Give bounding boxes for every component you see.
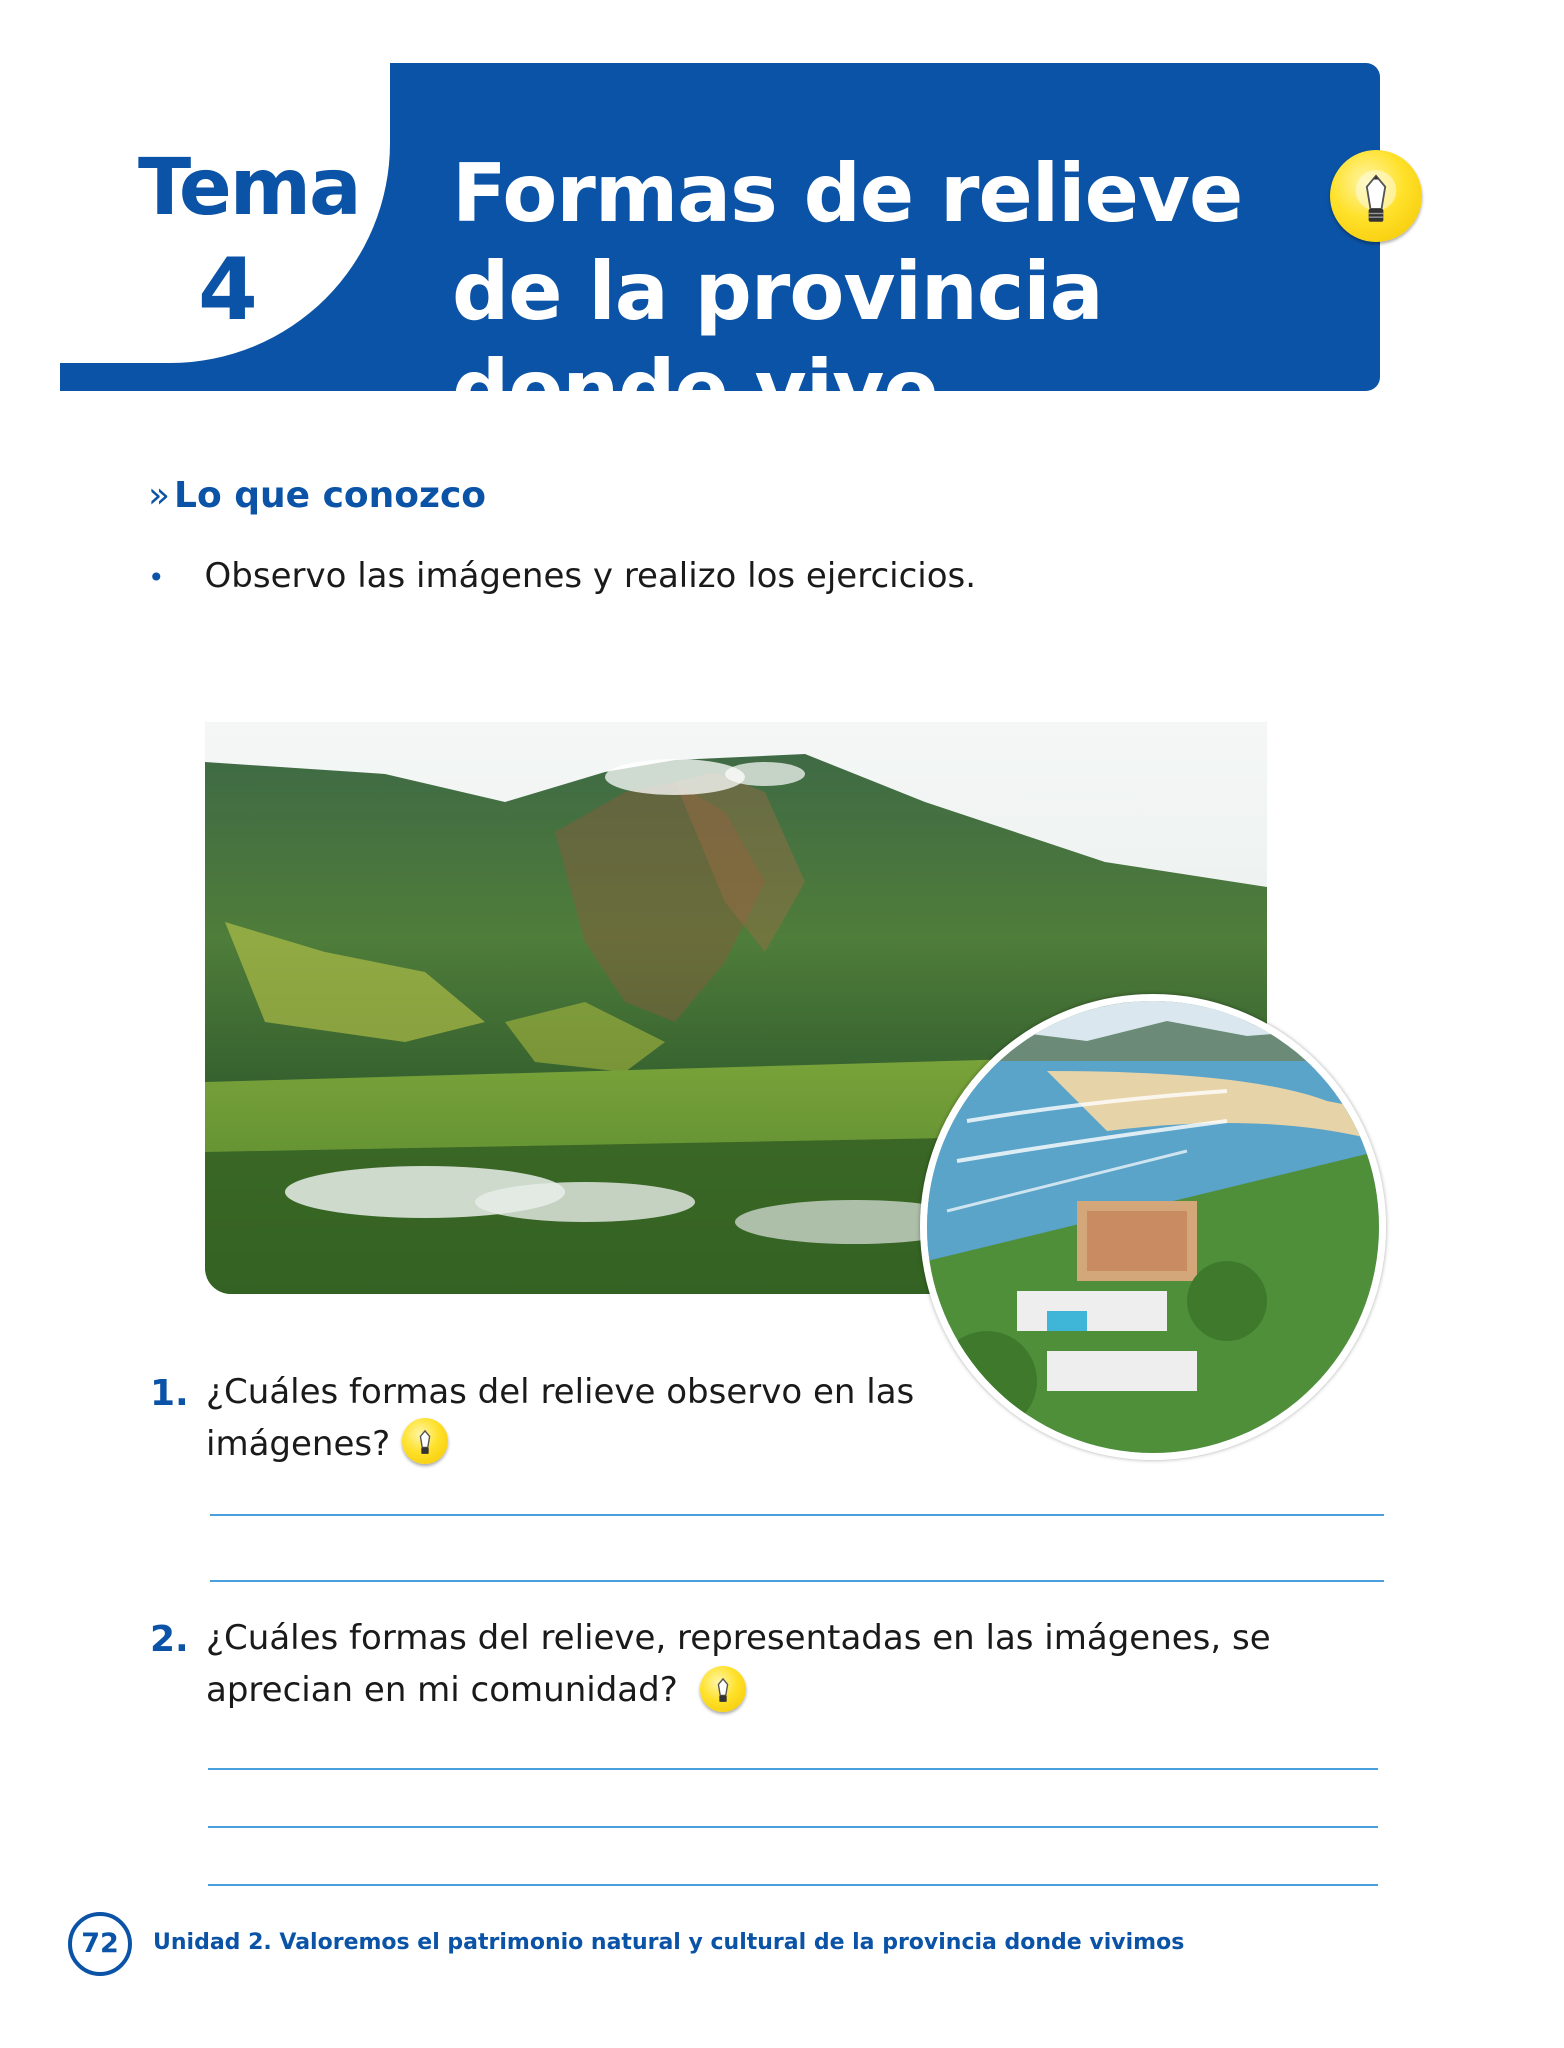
section-heading	[148, 475, 487, 516]
answer-line[interactable]	[208, 1884, 1378, 1886]
section-heading-text: Lo que conozco	[174, 475, 487, 516]
tema-number: 4	[198, 240, 258, 340]
question-1-line-1: ¿Cuáles formas del relieve observo en las	[206, 1372, 915, 1412]
title-banner	[60, 63, 1380, 436]
unit-footer: Unidad 2. Valoremos el patrimonio natural y cultural de la provincia donde vivimos	[153, 1930, 1185, 1955]
question-2-number: 2.	[150, 1619, 189, 1660]
question-1-number: 1.	[150, 1373, 189, 1414]
title-line-1: Formas de relieve	[452, 147, 1243, 240]
instruction-bullet	[148, 556, 976, 597]
answer-line[interactable]	[210, 1580, 1384, 1582]
question-2-line-2-text: aprecian en mi comunidad?	[206, 1670, 678, 1710]
question-2-line-1: ¿Cuáles formas del relieve, representadas en las imágenes, se	[206, 1618, 1271, 1658]
instruction-text: Observo las imágenes y realizo los ejercicios.	[204, 556, 977, 596]
lightbulb-pencil-icon	[402, 1418, 448, 1464]
answer-line[interactable]	[208, 1826, 1378, 1828]
chevron-icon: »	[148, 475, 171, 516]
question-1-text	[206, 1366, 914, 1470]
lightbulb-pencil-icon	[700, 1666, 746, 1712]
question-1-line-2	[206, 1418, 914, 1470]
page-number: 72	[68, 1912, 132, 1976]
answer-line[interactable]	[208, 1768, 1378, 1770]
question-1-line-2-text: imágenes?	[206, 1424, 391, 1464]
bullet-icon: •	[148, 560, 165, 594]
tema-badge	[60, 63, 390, 363]
title-line-3: donde vivo	[452, 343, 938, 436]
lightbulb-pencil-icon	[1330, 150, 1422, 242]
title-line-2: de la provincia	[452, 245, 1103, 338]
beach-image	[920, 994, 1386, 1460]
page-title	[452, 145, 1292, 439]
tema-label: Tema	[138, 143, 360, 233]
answer-line[interactable]	[210, 1514, 1384, 1516]
